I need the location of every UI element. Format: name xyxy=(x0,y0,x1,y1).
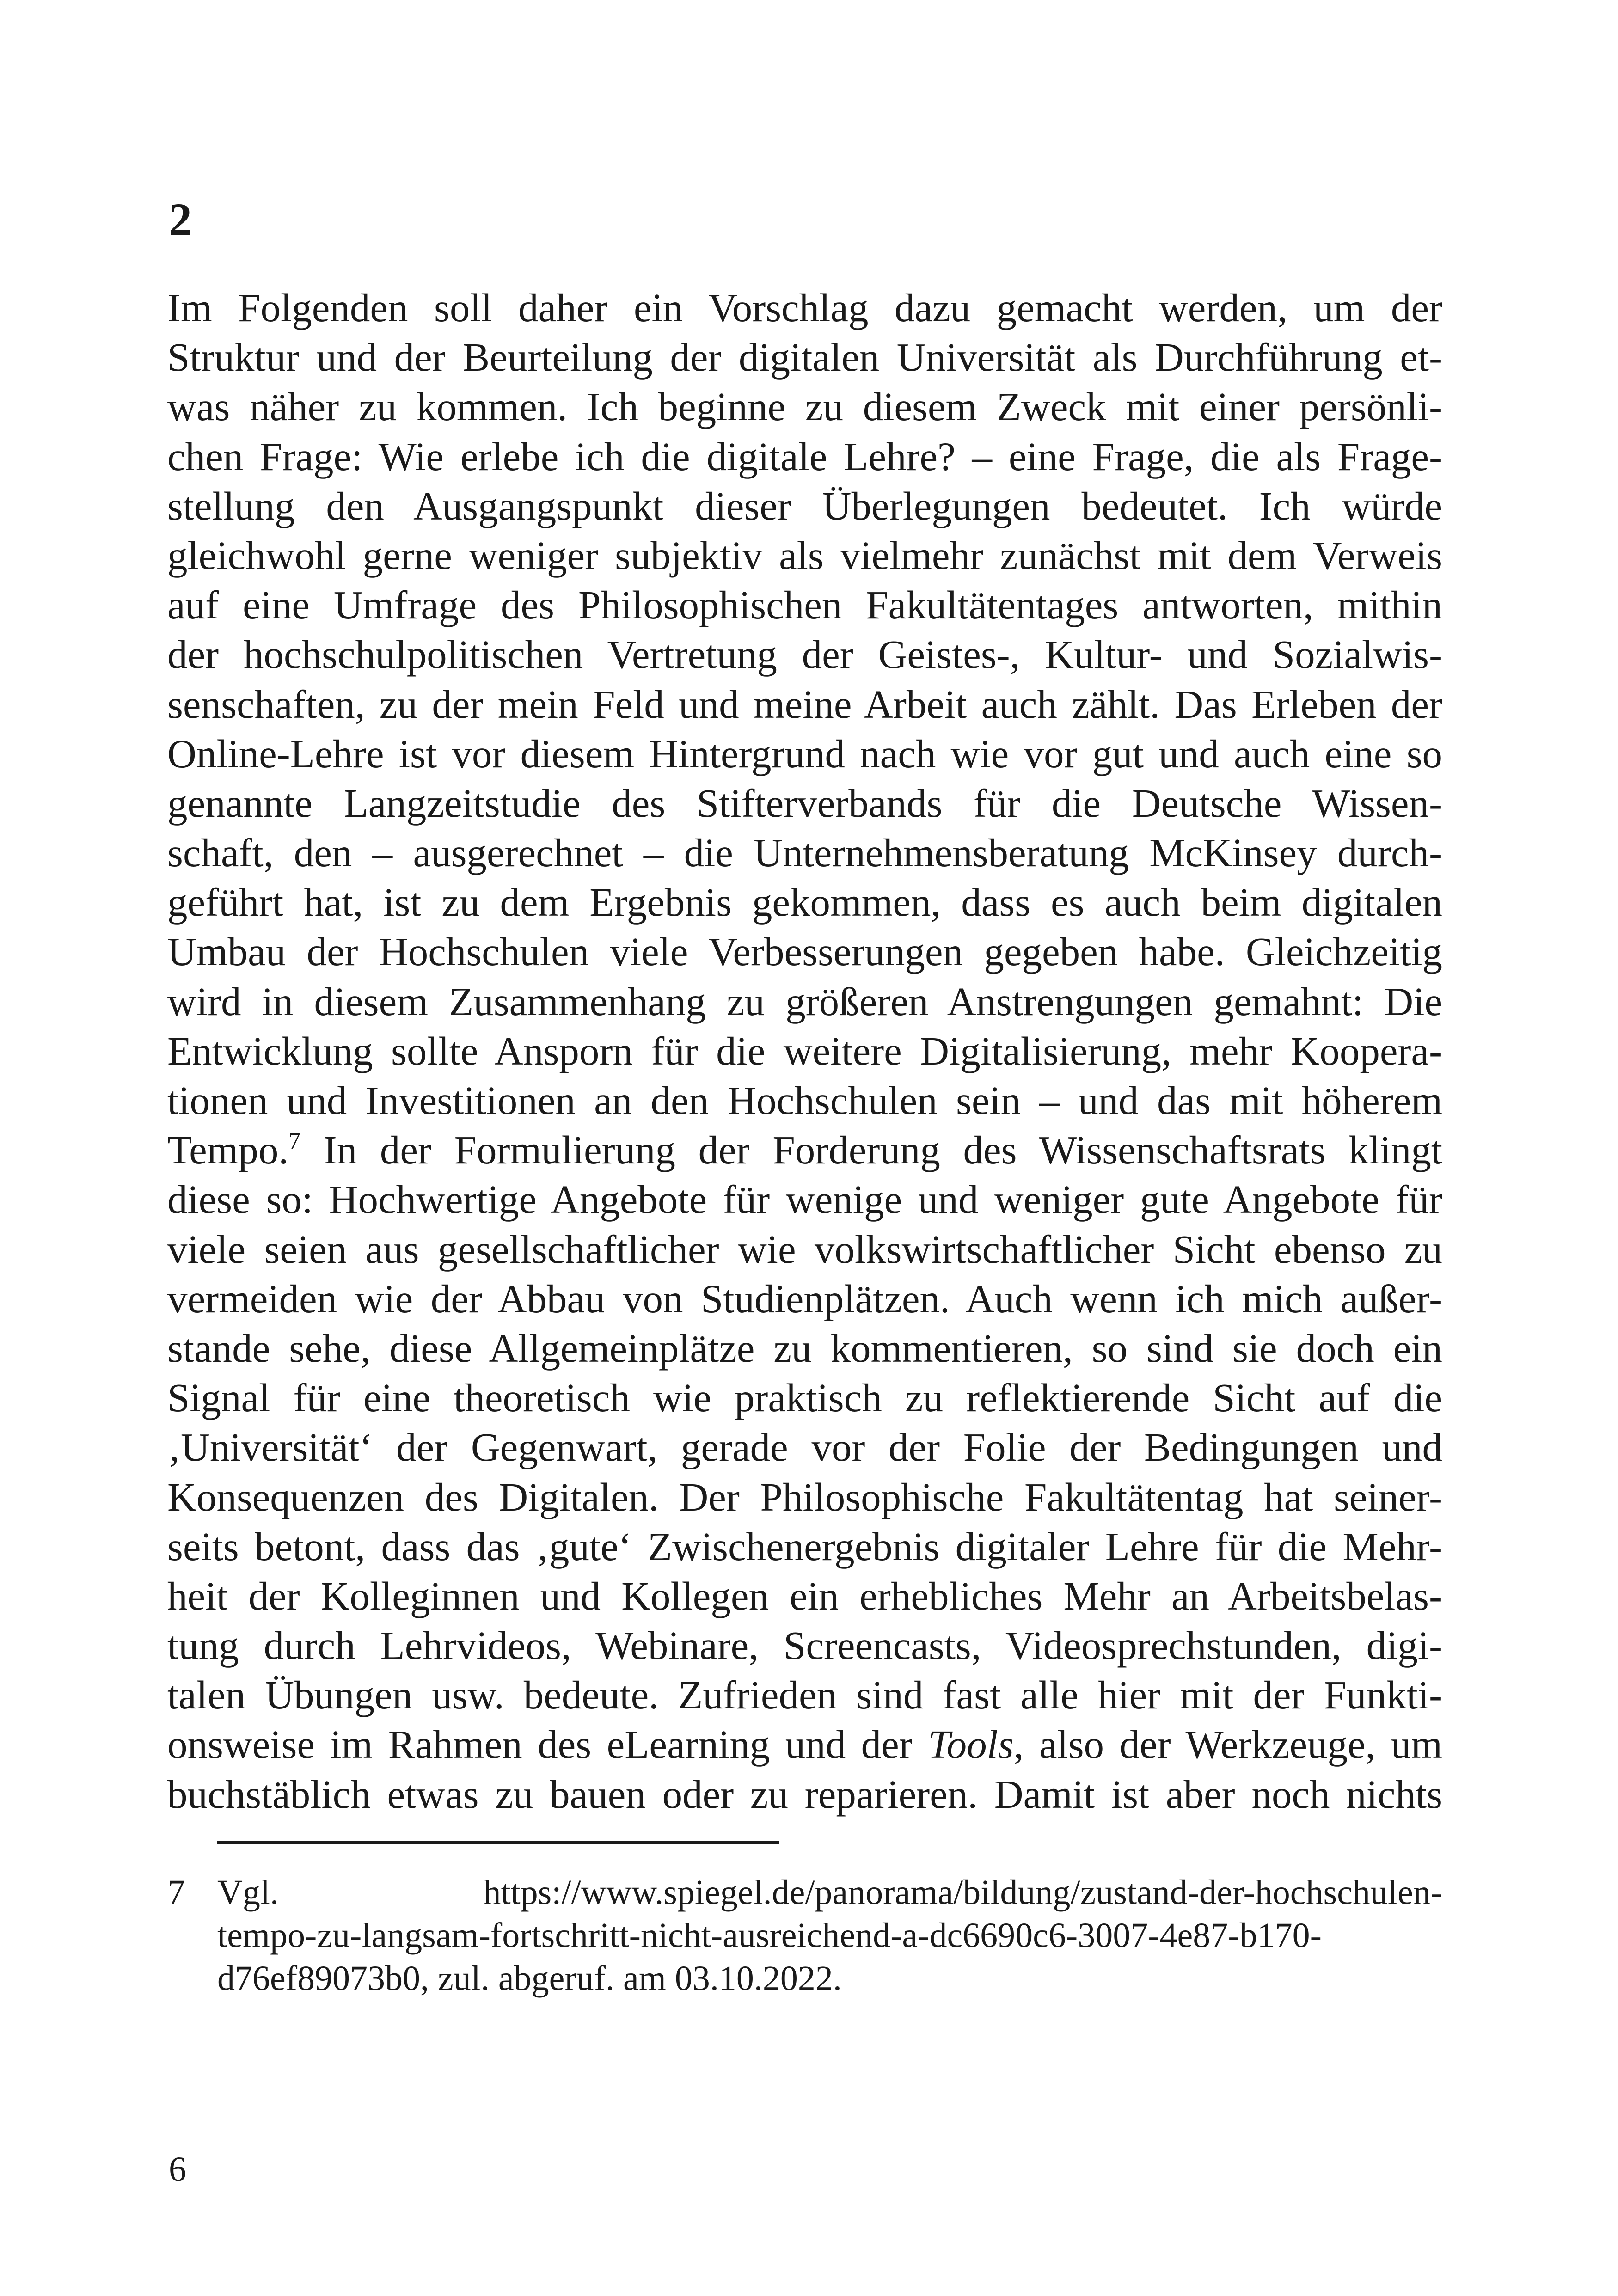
body-line-text: Im Folgenden soll daher ein Vorschlag dazu gemacht werden, um der xyxy=(167,285,1442,330)
page-number: 6 xyxy=(169,2150,186,2189)
body-line xyxy=(167,1125,1442,1175)
body-line xyxy=(167,1670,1442,1720)
body-line-text: viele seien aus gesellschaftlicher wie volkswirtschaftlicher Sicht ebenso zu xyxy=(167,1226,1442,1272)
body-line-text: Konsequenzen des Digitalen. Der Philosophische Fakultätentag hat seiner- xyxy=(167,1474,1442,1519)
body-line-text: genannte Langzeitstudie des Stifterverbands für die Deutsche Wissen- xyxy=(167,780,1442,826)
body-line-text: In der Formulierung der Forderung des Wissenschaftsrats klingt xyxy=(300,1127,1442,1173)
body-line-text: ‚Universität‘ der Gegenwart, gerade vor der Folie der Bedingungen und xyxy=(167,1425,1442,1470)
body-line-text: Signal für eine theoretisch wie praktisch zu reflektierende Sicht auf die xyxy=(167,1375,1442,1420)
body-line xyxy=(167,531,1442,580)
footnote-line: Vgl. https://www.spiegel.de/panorama/bildung/zustand-der-hochschulen- xyxy=(217,1873,1442,1912)
body-line xyxy=(167,1373,1442,1422)
body-line-text: tionen und Investitionen an den Hochschulen sein – und das mit höherem xyxy=(167,1078,1442,1123)
body-line-text: Umbau der Hochschulen viele Verbesserungen gegeben habe. Gleichzeitig xyxy=(167,929,1442,974)
body-line-text: schaft, den – ausgerechnet – die Unternehmensberatung McKinsey durch- xyxy=(167,830,1442,876)
body-line xyxy=(167,481,1442,531)
body-line-text: gleichwohl gerne weniger subjektiv als vielmehr zunächst mit dem Verweis xyxy=(167,533,1442,578)
body-line-text: Online-Lehre ist vor diesem Hintergrund nach wie vor gut und auch eine so xyxy=(167,731,1442,776)
body-line xyxy=(167,1323,1442,1373)
body-line xyxy=(167,432,1442,481)
body-line-text: chen Frage: Wie erlebe ich die digitale Lehre? – eine Frage, die als Frage- xyxy=(167,434,1442,479)
body-line xyxy=(167,977,1442,1026)
body-line-text: der hochschulpolitischen Vertretung der Geistes-, Kultur- und Sozialwis- xyxy=(167,632,1442,677)
body-line xyxy=(167,580,1442,630)
footnote-text xyxy=(217,1871,1442,2000)
section-number: 2 xyxy=(169,194,192,245)
body-line xyxy=(167,283,1442,332)
body-line-text: tung durch Lehrvideos, Webinare, Screencasts, Videosprechstunden, digi- xyxy=(167,1623,1442,1668)
body-line-text: senschaften, zu der mein Feld und meine Arbeit auch zählt. Das Erleben der xyxy=(167,681,1442,727)
body-text xyxy=(167,283,1442,1819)
footnote-number: 7 xyxy=(167,1873,185,1912)
italic-term: Tools xyxy=(928,1722,1014,1767)
body-line xyxy=(167,1026,1442,1076)
body-line-text: Struktur und der Beurteilung der digitalen Universität als Durchführung et- xyxy=(167,335,1442,380)
body-line-text: stellung den Ausgangspunkt dieser Überlegungen bedeutet. Ich würde xyxy=(167,483,1442,528)
footnote-divider xyxy=(217,1841,779,1844)
body-line-text: onsweise im Rahmen des eLearning und der xyxy=(167,1722,928,1767)
footnote-line: tempo-zu-langsam-fortschritt-nicht-ausreichend-a-dc6690c6-3007-4e87-b170- xyxy=(217,1916,1322,1955)
body-line-text: heit der Kolleginnen und Kollegen ein erhebliches Mehr an Arbeitsbelas- xyxy=(167,1573,1442,1618)
body-line-text: buchstäblich etwas zu bauen oder zu reparieren. Damit ist aber noch nichts xyxy=(167,1771,1442,1817)
body-line xyxy=(167,332,1442,382)
body-line xyxy=(167,1621,1442,1670)
body-line xyxy=(167,828,1442,877)
body-line xyxy=(167,1076,1442,1125)
body-line-text: geführt hat, ist zu dem Ergebnis gekommen, dass es auch beim digitalen xyxy=(167,880,1442,925)
body-line xyxy=(167,877,1442,927)
body-line xyxy=(167,1274,1442,1323)
body-line xyxy=(167,1175,1442,1224)
body-line xyxy=(167,729,1442,778)
body-line-text: , also der Werkzeuge, um xyxy=(1013,1722,1442,1767)
body-line xyxy=(167,1720,1442,1769)
body-line xyxy=(167,382,1442,431)
body-line-text: auf eine Umfrage des Philosophischen Fakultätentages antworten, mithin xyxy=(167,582,1442,628)
body-line xyxy=(167,778,1442,828)
body-line xyxy=(167,1422,1442,1472)
body-line-text: seits betont, dass das ‚gute‘ Zwischenergebnis digitaler Lehre für die Mehr- xyxy=(167,1524,1442,1569)
body-line xyxy=(167,1472,1442,1522)
body-line-text: stande sehe, diese Allgemeinplätze zu kommentieren, so sind sie doch ein xyxy=(167,1325,1442,1371)
body-line-text: wird in diesem Zusammenhang zu größeren Anstrengungen gemahnt: Die xyxy=(167,979,1442,1024)
body-line-text: talen Übungen usw. bedeute. Zufrieden sind fast alle hier mit der Funkti- xyxy=(167,1672,1442,1718)
body-line-text: was näher zu kommen. Ich beginne zu diesem Zweck mit einer persönli- xyxy=(167,384,1442,429)
footnote-reference[interactable]: 7 xyxy=(288,1127,301,1154)
body-line xyxy=(167,630,1442,679)
body-line-text: Entwicklung sollte Ansporn für die weitere Digitalisierung, mehr Koopera- xyxy=(167,1028,1442,1073)
body-line xyxy=(167,1769,1442,1819)
body-line xyxy=(167,1522,1442,1571)
body-line xyxy=(167,1225,1442,1274)
body-line xyxy=(167,927,1442,976)
body-line-text: diese so: Hochwertige Angebote für wenige und weniger gute Angebote für xyxy=(167,1177,1442,1222)
footnote-line: d76ef89073b0, zul. abgeruf. am 03.10.2022. xyxy=(217,1959,842,1998)
body-line-text: Tempo. xyxy=(167,1127,289,1173)
body-line xyxy=(167,1571,1442,1621)
body-line-text: vermeiden wie der Abbau von Studienplätzen. Auch wenn ich mich außer- xyxy=(167,1276,1442,1321)
body-line xyxy=(167,680,1442,729)
